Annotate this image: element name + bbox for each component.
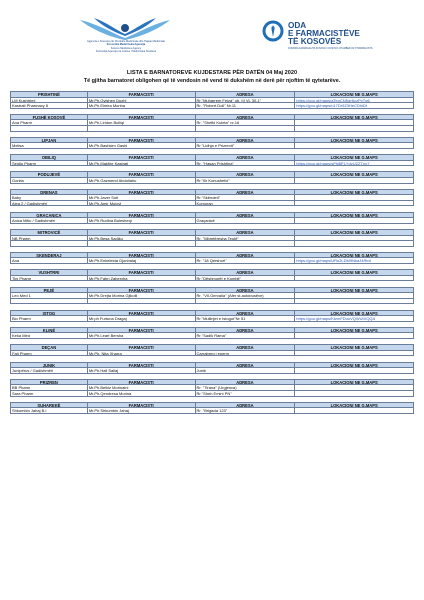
column-header-farmacisti: FARMACISTI [88, 363, 196, 369]
column-header-adresa: ADRESA [196, 115, 296, 121]
pharmacist-name: Mr.ph Furtuna Dragaj [88, 316, 196, 322]
agency-line: Kosovska Agencija za Lekove i Medicinska Sredstva [95, 49, 157, 53]
maps-link[interactable]: https://goo.gl/maps/n17Dr9Z3HeCDhiDt [295, 103, 414, 109]
column-header-farmacisti: FARMACISTI [88, 288, 196, 294]
pharmacist-name [88, 126, 196, 132]
column-header-farmacisti: FARMACISTI [88, 115, 196, 121]
pharmacy-address [196, 299, 296, 305]
region-block [10, 171, 414, 183]
pharmacist-name [88, 241, 196, 247]
column-header-adresa: ADRESA [196, 172, 296, 178]
pharmacy-name: Shkumbin Jahaj B.I [11, 408, 88, 414]
maps-cell [295, 218, 414, 224]
column-header-lokacioni: LOKACIONI NE G.MAPS [295, 380, 414, 386]
pharmacist-name: Mr.Ph.Amir Mujovi [88, 201, 196, 207]
region-block [10, 154, 414, 166]
pharmacy-name: Keka Med [11, 333, 88, 339]
region-name: OBILIQ [11, 155, 88, 161]
pharmacy-name: Fati Pharm [11, 351, 88, 357]
column-header-adresa: ADRESA [196, 253, 296, 259]
column-header-lokacioni: LOKACIONI NE G.MAPS [295, 172, 414, 178]
pharmacy-address: Rr. "Mbretëresha Teutë" [196, 236, 296, 242]
region-block [10, 287, 414, 305]
pharmacist-name: Mr.Ph.Leart Bersha [88, 333, 196, 339]
maps-cell [295, 276, 414, 282]
pharmacist-name: Mr.Ph.Besa Sadiku [88, 236, 196, 242]
region-block [10, 310, 414, 322]
chamber-name: ODA E FARMACISTËVE TË KOSOVËS [288, 21, 360, 46]
pharmacist-name: Mr.Ph.Gazmend Abdullahu [88, 178, 196, 184]
pharmacist-name: Mr.Ph.Fahri Zaberxha [88, 276, 196, 282]
pharmacist-name: Mr.Ph.Qendresa Morina [88, 391, 196, 397]
region-name: KLINË [11, 328, 88, 334]
region-name: LIPJAN [11, 138, 88, 144]
table-row [10, 161, 414, 167]
pharmacist-name: Mr.Ph.Javer Sofi [88, 195, 196, 201]
pharmacy-table [10, 91, 414, 419]
column-header-adresa: ADRESA [196, 363, 296, 369]
table-row [10, 178, 414, 184]
pharmacy-name: BB Pharm [11, 385, 88, 391]
region-name: DEÇAN [11, 345, 88, 351]
pharmacy-address: Rr."Lidhja e Prizrenit" [196, 143, 296, 149]
column-header-lokacioni: LOKACIONI NE G.MAPS [295, 92, 414, 98]
region-block [10, 344, 414, 356]
column-header-farmacisti: FARMACISTI [88, 270, 196, 276]
maps-cell [295, 368, 414, 374]
column-header-adresa: ADRESA [196, 190, 296, 196]
pharmacy-name: Alea 2 / Gadishmëri [11, 201, 88, 207]
column-header-farmacisti: FARMACISTI [88, 92, 196, 98]
column-header-adresa: ADRESA [196, 155, 296, 161]
pharmacy-address: Rr."Sadik Rama" [196, 333, 296, 339]
pharmacist-name: Mr.Ph.Makfire Kastrati [88, 161, 196, 167]
page-title: LISTA E BARNATOREVE KUJDESTARE PËR DATËN 04 Maj 2020 [126, 70, 298, 76]
pharmacist-name [88, 299, 196, 305]
column-header-adresa: ADRESA [196, 311, 296, 317]
column-header-adresa: ADRESA [196, 288, 296, 294]
region-name: PEJË [11, 288, 88, 294]
pharmacy-address: Rr."Muharrem Fejza" ob. III VL 30-1" [196, 98, 296, 104]
region-block [10, 229, 414, 247]
pharmacy-address: Rr."Ilir Konushefci" [196, 178, 296, 184]
table-row [10, 333, 414, 339]
region-block [10, 91, 414, 109]
table-row [10, 299, 414, 305]
column-header-farmacisti: FARMACISTI [88, 328, 196, 334]
maps-cell [295, 241, 414, 247]
page-header [0, 0, 424, 68]
maps-cell [295, 178, 414, 184]
agency-line: Kosovska Medicinska Agencija [106, 43, 146, 47]
column-header-adresa: ADRESA [196, 230, 296, 236]
pharmacy-address: Rr. "18 Qershori" [196, 258, 296, 264]
column-header-adresa: ADRESA [196, 138, 296, 144]
chamber-logo [262, 20, 382, 54]
agency-line: Kosovo Medicines Agency [110, 46, 142, 50]
pharmacy-address: Rr. "Brigada 123" [196, 408, 296, 414]
table-row [10, 126, 414, 132]
table-row [10, 103, 414, 109]
column-header-lokacioni: LOKACIONI NE G.MAPS [295, 190, 414, 196]
pharmacy-address: Rr."Sheh Emini PN" [196, 391, 296, 397]
column-header-farmacisti: FARMACISTI [88, 230, 196, 236]
pharmacy-name: Anica Mitic / Gadishmëri [11, 218, 88, 224]
region-block [10, 269, 414, 281]
pharmacist-name: Mr.Ph.Liridon Bulliqi [88, 120, 196, 126]
pharmacy-name: Leo Med 1 [11, 293, 88, 299]
table-row [10, 143, 414, 149]
pharmacist-name: Mr.Ph.Gylshen Duzhi [88, 98, 196, 104]
pharmacy-name: Ana [11, 258, 88, 264]
column-header-farmacisti: FARMACISTI [88, 213, 196, 219]
region-block [10, 212, 414, 224]
pharmacy-name: NB Pharm [11, 236, 88, 242]
pharmacist-name: Mr.Ph.Enkeleida Gjonbalaj [88, 258, 196, 264]
maps-link[interactable]: https://goo.gl/maps/aTeoCNNzr6czPvTg6 [295, 98, 414, 104]
maps-cell [295, 351, 414, 357]
region-block [10, 137, 414, 149]
pharmacy-address: Rr. "Hasan Prishtina" [196, 161, 296, 167]
column-header-farmacisti: FARMACISTI [88, 155, 196, 161]
agency-name-lines [84, 40, 168, 53]
pharmacy-address: Rr."Mullinjet e Istogut"Nr 51 [196, 316, 296, 322]
maps-cell [295, 201, 414, 207]
column-header-lokacioni: LOKACIONI NE G.MAPS [295, 403, 414, 409]
pharmacy-address: Carrabreg i eperm [196, 351, 296, 357]
column-header-lokacioni: LOKACIONI NE G.MAPS [295, 253, 414, 259]
pharmacy-address: Rr. "Shefki Kuleta" nr.16 [196, 120, 296, 126]
column-header-lokacioni: LOKACIONI NE G.MAPS [295, 230, 414, 236]
column-header-farmacisti: FARMACISTI [88, 403, 196, 409]
column-header-lokacioni: LOKACIONI NE G.MAPS [295, 213, 414, 219]
column-header-farmacisti: FARMACISTI [88, 345, 196, 351]
column-header-lokacioni: LOKACIONI NE G.MAPS [295, 115, 414, 121]
pharmacy-address [196, 241, 296, 247]
column-header-adresa: ADRESA [196, 345, 296, 351]
column-header-lokacioni: LOKACIONI NE G.MAPS [295, 311, 414, 317]
region-name: PRISHTINË [11, 92, 88, 98]
table-row [10, 218, 414, 224]
region-block [10, 327, 414, 339]
pharmacy-name: Ana Pharm [11, 120, 88, 126]
region-name: SKENDERAJ [11, 253, 88, 259]
column-header-lokacioni: LOKACIONI NE G.MAPS [295, 345, 414, 351]
column-header-farmacisti: FARMACISTI [88, 253, 196, 259]
region-block [10, 189, 414, 207]
table-row [10, 276, 414, 282]
table-row [10, 368, 414, 374]
column-header-adresa: ADRESA [196, 328, 296, 334]
pharmacy-name: LM Kushtrimi [11, 98, 88, 104]
column-header-farmacisti: FARMACISTI [88, 190, 196, 196]
maps-link[interactable]: https://goo.gl/maps/KtzmFDuuVQWUtXQQA [295, 316, 414, 322]
pharmacy-address: Rr."Skëndeti" [196, 195, 296, 201]
region-name: VUSHTRRI [11, 270, 88, 276]
chamber-subtitle: KOMORA FARMACEUTA KOSOVA / KOSOVO CHAMBER OF PHARMACISTS [288, 47, 373, 50]
pharmacy-address [196, 126, 296, 132]
pharmacy-name: Tini Pharm [11, 276, 88, 282]
pharmacy-name [11, 241, 88, 247]
pharmacist-name: Mr.Ph.Bashkim Gashi [88, 143, 196, 149]
table-row [10, 391, 414, 397]
region-name: FUSHË KOSOVË [11, 115, 88, 121]
pharmacist-name: Mr.Ph.Hali Sallaj [88, 368, 196, 374]
column-header-lokacioni: LOKACIONI NE G.MAPS [295, 363, 414, 369]
maps-link[interactable]: https://goo.gl/maps/sPh8fFLYdvUZZTno7 [295, 161, 414, 167]
table-row [10, 316, 414, 322]
column-header-adresa: ADRESA [196, 270, 296, 276]
agency-line: Agjencia e Kosovës për Produkte Medicinale dhe Pajisje Medicinale [86, 40, 165, 43]
pharmacy-name: Kastrati Pharmacy 8 [11, 103, 88, 109]
maps-cell [295, 391, 414, 397]
region-name: JUNIK [11, 363, 88, 369]
maps-cell [295, 299, 414, 305]
column-header-farmacisti: FARMACISTI [88, 380, 196, 386]
region-name: MITROVICË [11, 230, 88, 236]
table-row [10, 258, 414, 264]
column-header-lokacioni: LOKACIONI NE G.MAPS [295, 328, 414, 334]
region-name: ISTOG [11, 311, 88, 317]
table-row [10, 351, 414, 357]
pharmacist-name: Mr.Ph.Rudina Bulesheqi [88, 218, 196, 224]
page-subtitle: Të gjitha barnatoret obligohen që të vendosin në vend të dukshëm në derë për njoftim të qytetarëve. [83, 78, 341, 84]
region-block [10, 402, 414, 414]
pharmacy-name: Sara Pharm [11, 391, 88, 397]
column-header-farmacisti: FARMACISTI [88, 172, 196, 178]
pharmacy-name: Bio Pharm [11, 316, 88, 322]
pharmacy-name: Melisa [11, 143, 88, 149]
maps-cell [295, 126, 414, 132]
column-header-adresa: ADRESA [196, 403, 296, 409]
column-header-adresa: ADRESA [196, 92, 296, 98]
region-block [10, 379, 414, 397]
agency-logo [76, 14, 174, 60]
pharmacy-name: Junipërus / Gadishmëri [11, 368, 88, 374]
region-name: PRIZREN [11, 380, 88, 386]
region-name: GRAÇANICA [11, 213, 88, 219]
column-header-adresa: ADRESA [196, 380, 296, 386]
region-name: DRENAS [11, 190, 88, 196]
pharmacy-address: Komoran [196, 201, 296, 207]
maps-cell [295, 143, 414, 149]
pharmacist-name: Mr.Ph. Nita Xharra [88, 351, 196, 357]
pharmacy-name [11, 126, 88, 132]
table-row [10, 408, 414, 414]
table-row [10, 241, 414, 247]
column-header-lokacioni: LOKACIONI NE G.MAPS [295, 138, 414, 144]
region-block [10, 114, 414, 132]
pharmacy-address: Rr. "VII.Gervalla" (Afer st.autobusëve) [196, 293, 296, 299]
pharmacist-name: Mr.Ph.Shkumbin Jahaj [88, 408, 196, 414]
maps-link[interactable]: https://goo.gl/maps/URu2LDM9NkaJ4RtdI [295, 258, 414, 264]
region-block [10, 252, 414, 264]
pharmacist-name: Mr.Ph.Elmira Morina [88, 103, 196, 109]
column-header-lokacioni: LOKACIONI NE G.MAPS [295, 270, 414, 276]
pharmacy-name: Gonita [11, 178, 88, 184]
pharmacy-address: Rr. "Robert Doll" Nr.11 [196, 103, 296, 109]
column-header-farmacisti: FARMACISTI [88, 311, 196, 317]
pharmacy-name [11, 299, 88, 305]
chamber-badge-icon [262, 20, 284, 42]
pharmacy-address: Graçanicë [196, 218, 296, 224]
pharmacist-name: Mr.Ph.Belkiz Morinaini [88, 385, 196, 391]
region-name: PODUJEVË [11, 172, 88, 178]
column-header-farmacisti: FARMACISTI [88, 138, 196, 144]
pharmacy-address: Junik [196, 368, 296, 374]
maps-cell [295, 408, 414, 414]
pharmacy-name: Baby [11, 195, 88, 201]
pharmacist-name: Mr.Ph.Drejta Morina Gjikolli [88, 293, 196, 299]
maps-cell [295, 333, 414, 339]
table-row [10, 201, 414, 207]
pharmacy-address: Rr."Dëshmorët e Kombit" [196, 276, 296, 282]
pharmacy-address: Rr. "Tirana" (Urgjenca) [196, 385, 296, 391]
column-header-lokacioni: LOKACIONI NE G.MAPS [295, 288, 414, 294]
region-block [10, 362, 414, 374]
region-name: SUHAREKË [11, 403, 88, 409]
column-header-lokacioni: LOKACIONI NE G.MAPS [295, 155, 414, 161]
pharmacy-name: Sejdiu Pharm [11, 161, 88, 167]
column-header-adresa: ADRESA [196, 213, 296, 219]
